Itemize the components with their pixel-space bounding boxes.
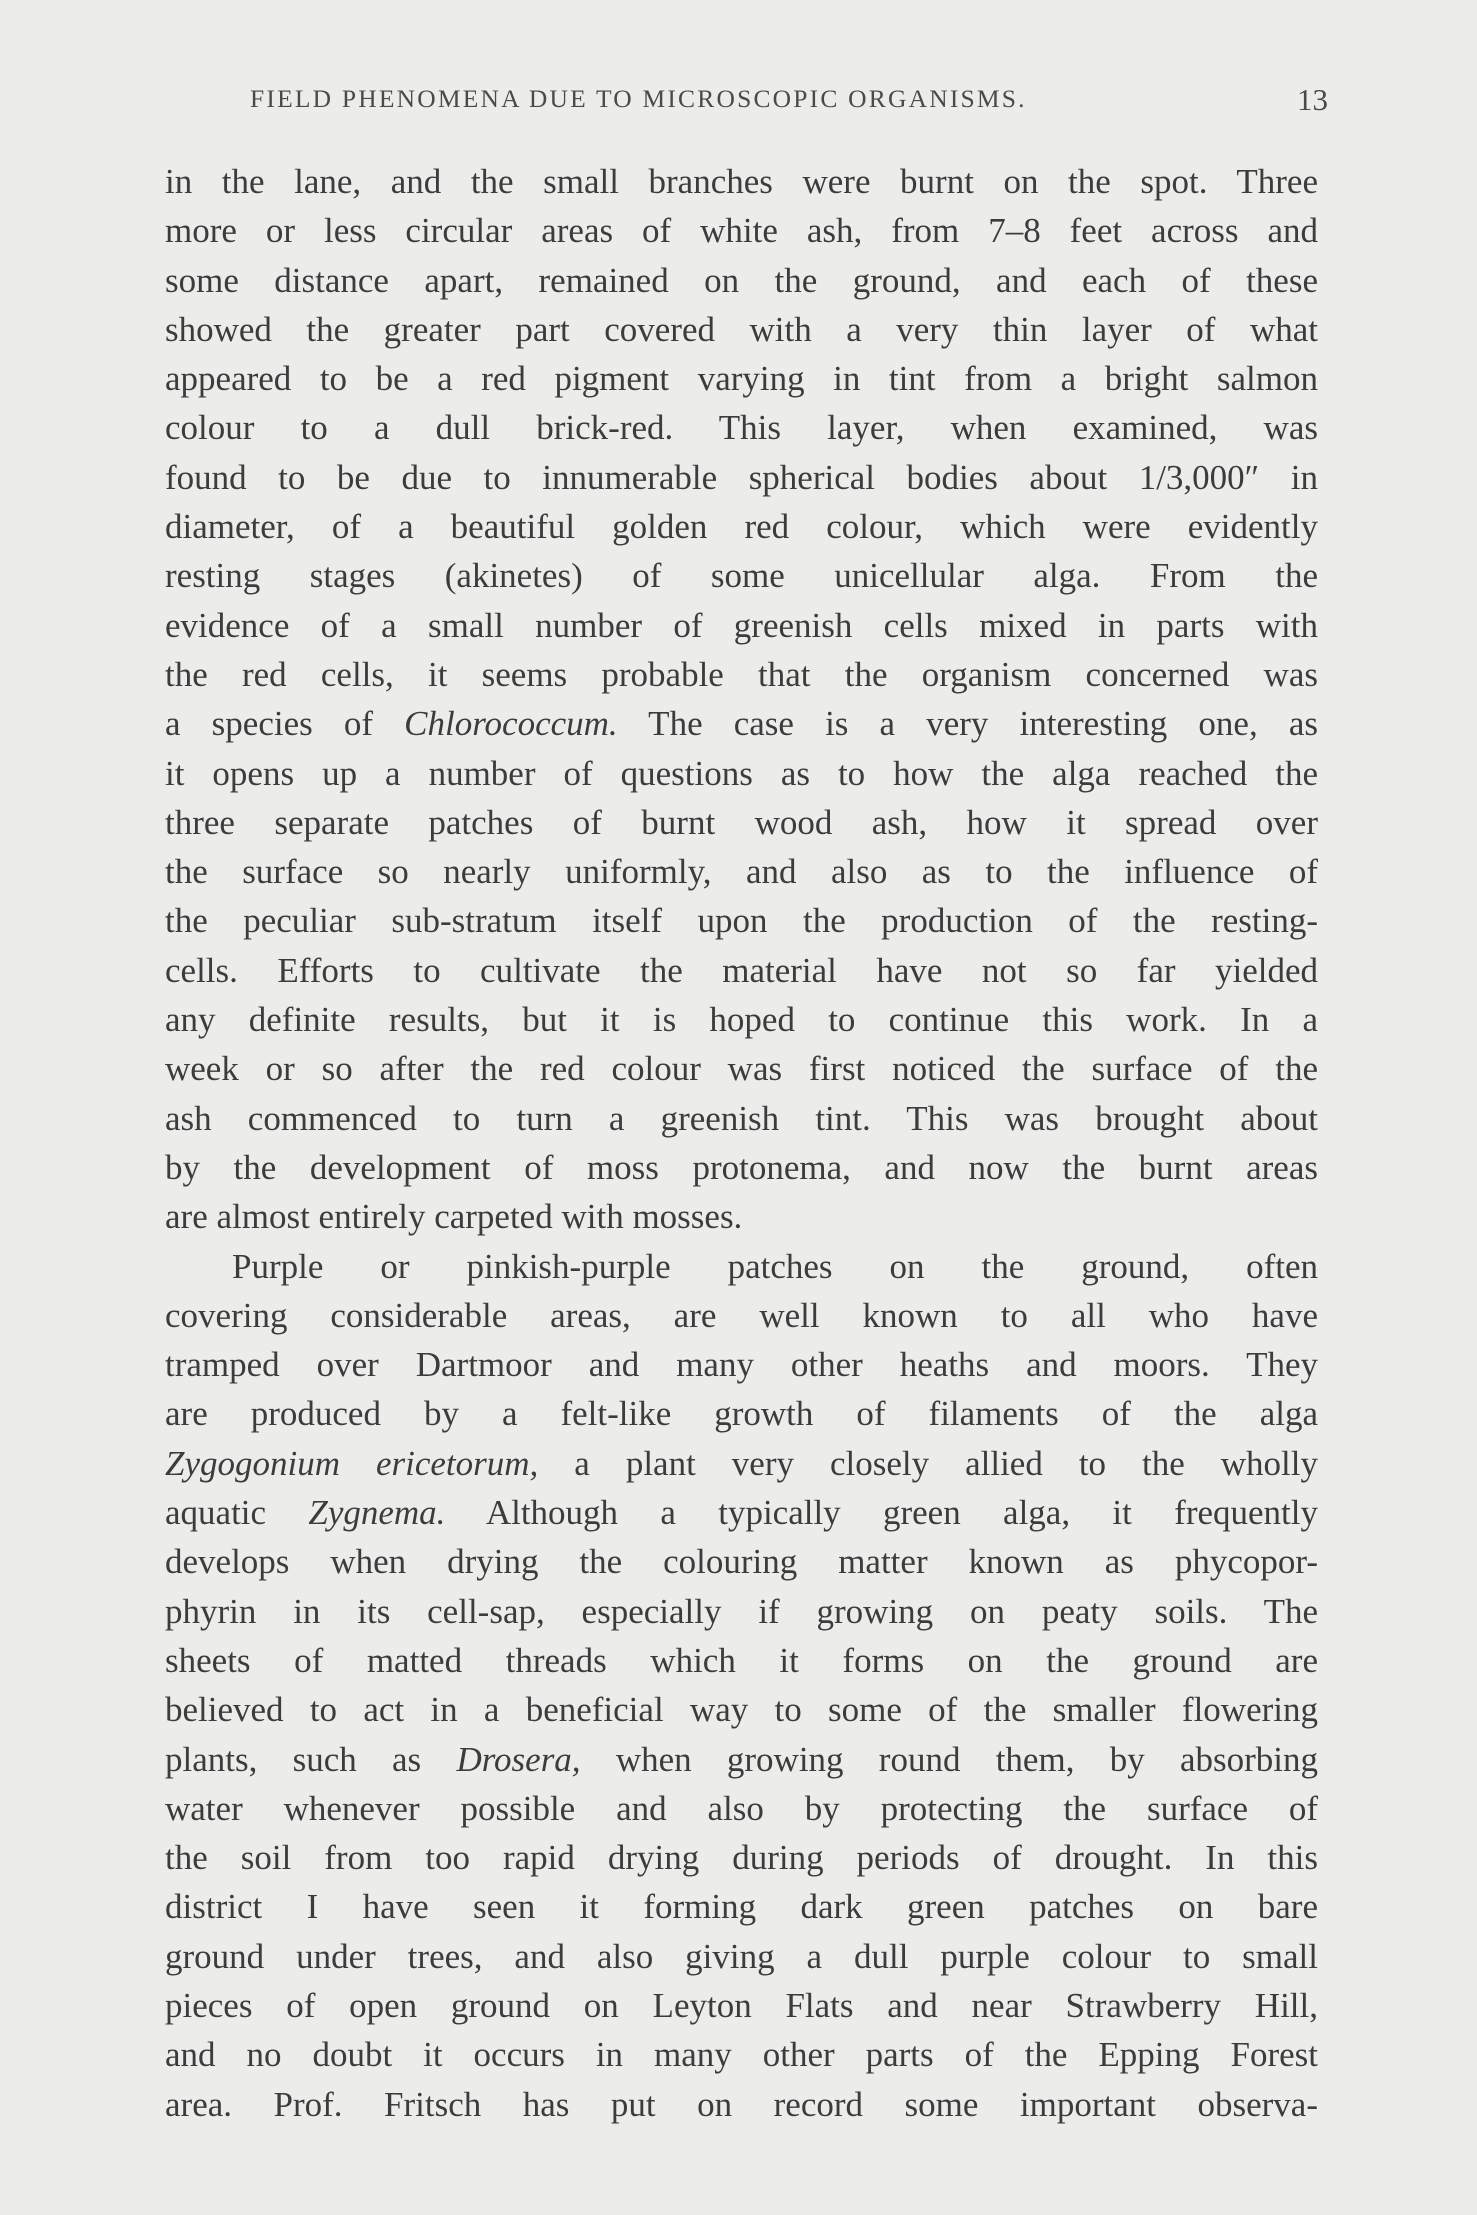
- text-line: [165, 1389, 1318, 1438]
- text-segment: found to be due to innumerable spherical bodies about 1/3,000″ in: [165, 457, 1318, 497]
- text-line: [165, 1833, 1318, 1882]
- text-line: [165, 749, 1318, 798]
- text-line: [165, 1784, 1318, 1833]
- text-segment: plants, such as: [165, 1739, 457, 1779]
- running-title: FIELD PHENOMENA DUE TO MICROSCOPIC ORGANISMS.: [250, 84, 1027, 113]
- text-segment: colour to a dull brick-red. This layer, when examined, was: [165, 408, 1318, 448]
- text-line: [165, 1192, 1318, 1241]
- text-segment: are produced by a felt-like growth of filaments of the alga: [165, 1394, 1318, 1434]
- text-segment: tramped over Dartmoor and many other heaths and moors. They: [165, 1345, 1318, 1385]
- text-segment: showed the greater part covered with a very thin layer of what: [165, 309, 1318, 349]
- italic-text: Chlorococcum.: [404, 704, 618, 744]
- text-segment: ground under trees, and also giving a dull purple colour to small: [165, 1936, 1318, 1976]
- text-segment: and no doubt it occurs in many other parts of the Epping Forest: [165, 2035, 1318, 2075]
- text-segment: a species of: [165, 704, 405, 744]
- text-segment: cells. Efforts to cultivate the material have not so far yielded: [165, 950, 1318, 990]
- text-segment: more or less circular areas of white ash, from 7–8 feet across and: [165, 211, 1318, 251]
- text-line: [165, 995, 1318, 1044]
- text-segment: pieces of open ground on Leyton Flats and near Strawberry Hill,: [165, 1985, 1318, 2025]
- text-line: [165, 1882, 1318, 1931]
- text-line: [165, 1735, 1318, 1784]
- text-line: [165, 157, 1318, 206]
- text-segment: the surface so nearly uniformly, and also as to the influence of: [165, 852, 1318, 892]
- text-line: [165, 1242, 1318, 1291]
- body-text: [165, 157, 1318, 2129]
- text-segment: Purple or pinkish-purple patches on the ground, often: [232, 1246, 1318, 1286]
- text-line: [165, 650, 1318, 699]
- text-segment: diameter, of a beautiful golden red colour, which were evidently: [165, 507, 1318, 547]
- text-line: [165, 1044, 1318, 1093]
- text-line: [165, 551, 1318, 600]
- text-line: [165, 1981, 1318, 2030]
- text-line: [165, 1587, 1318, 1636]
- text-line: [165, 1932, 1318, 1981]
- text-segment: the soil from too rapid drying during periods of drought. In this: [165, 1838, 1318, 1878]
- text-segment: district I have seen it forming dark green patches on bare: [165, 1887, 1318, 1927]
- text-segment: water whenever possible and also by protecting the surface of: [165, 1788, 1318, 1828]
- text-line: [165, 1143, 1318, 1192]
- text-line: [165, 896, 1318, 945]
- text-line: [165, 305, 1318, 354]
- text-line: [165, 1094, 1318, 1143]
- text-line: [165, 206, 1318, 255]
- text-segment: any definite results, but it is hoped to continue this work. In a: [165, 1000, 1318, 1040]
- text-segment: the peculiar sub-stratum itself upon the production of the resting-: [165, 901, 1318, 941]
- text-line: [165, 798, 1318, 847]
- text-line: [165, 1685, 1318, 1734]
- text-segment: are almost entirely carpeted with mosses.: [165, 1197, 743, 1237]
- text-line: [165, 601, 1318, 650]
- text-line: [165, 256, 1318, 305]
- page-number: 13: [1297, 82, 1328, 117]
- text-line: [165, 699, 1318, 748]
- text-segment: aquatic: [165, 1493, 309, 1533]
- text-segment: when growing round them, by absorbing: [580, 1739, 1318, 1779]
- text-segment: resting stages (akinetes) of some unicellular alga. From the: [165, 556, 1318, 596]
- text-line: [165, 847, 1318, 896]
- italic-text: Zygnema.: [308, 1493, 446, 1533]
- text-segment: appeared to be a red pigment varying in tint from a bright salmon: [165, 359, 1318, 399]
- text-segment: by the development of moss protonema, and now the burnt areas: [165, 1147, 1318, 1187]
- text-line: [165, 2030, 1318, 2079]
- text-line: [165, 946, 1318, 995]
- text-segment: ash commenced to turn a greenish tint. This was brought about: [165, 1098, 1318, 1138]
- text-line: [165, 502, 1318, 551]
- text-line: [165, 1636, 1318, 1685]
- text-segment: Although a typically green alga, it frequently: [445, 1493, 1318, 1533]
- text-segment: in the lane, and the small branches were burnt on the spot. Three: [165, 162, 1318, 201]
- text-line: [165, 1537, 1318, 1586]
- text-segment: The case is a very interesting one, as: [617, 704, 1318, 744]
- text-segment: some distance apart, remained on the ground, and each of these: [165, 260, 1318, 300]
- text-line: [165, 354, 1318, 403]
- text-segment: evidence of a small number of greenish cells mixed in parts with: [165, 605, 1318, 645]
- text-segment: area. Prof. Fritsch has put on record some important observa-: [165, 2084, 1318, 2124]
- text-line: [165, 1340, 1318, 1389]
- text-line: [165, 403, 1318, 452]
- italic-text: Drosera,: [456, 1739, 581, 1779]
- text-segment: develops when drying the colouring matter known as phycopor-: [165, 1542, 1318, 1582]
- italic-text: Zygogonium ericetorum,: [165, 1443, 539, 1483]
- text-segment: sheets of matted threads which it forms on the ground are: [165, 1640, 1318, 1680]
- text-segment: a plant very closely allied to the wholly: [538, 1443, 1318, 1483]
- text-segment: the red cells, it seems probable that the organism concerned was: [165, 654, 1318, 694]
- text-line: [165, 1439, 1318, 1488]
- text-line: [165, 453, 1318, 502]
- text-segment: it opens up a number of questions as to how the alga reached the: [165, 753, 1318, 793]
- text-line: [165, 2080, 1318, 2129]
- text-segment: phyrin in its cell-sap, especially if growing on peaty soils. The: [165, 1591, 1318, 1631]
- text-line: [165, 1488, 1318, 1537]
- page-header: [250, 84, 1328, 124]
- text-segment: covering considerable areas, are well known to all who have: [165, 1295, 1318, 1335]
- text-segment: week or so after the red colour was first noticed the surface of the: [165, 1049, 1318, 1089]
- text-segment: believed to act in a beneficial way to some of the smaller flowering: [165, 1690, 1318, 1730]
- text-segment: three separate patches of burnt wood ash, how it spread over: [165, 802, 1318, 842]
- text-line: [165, 1291, 1318, 1340]
